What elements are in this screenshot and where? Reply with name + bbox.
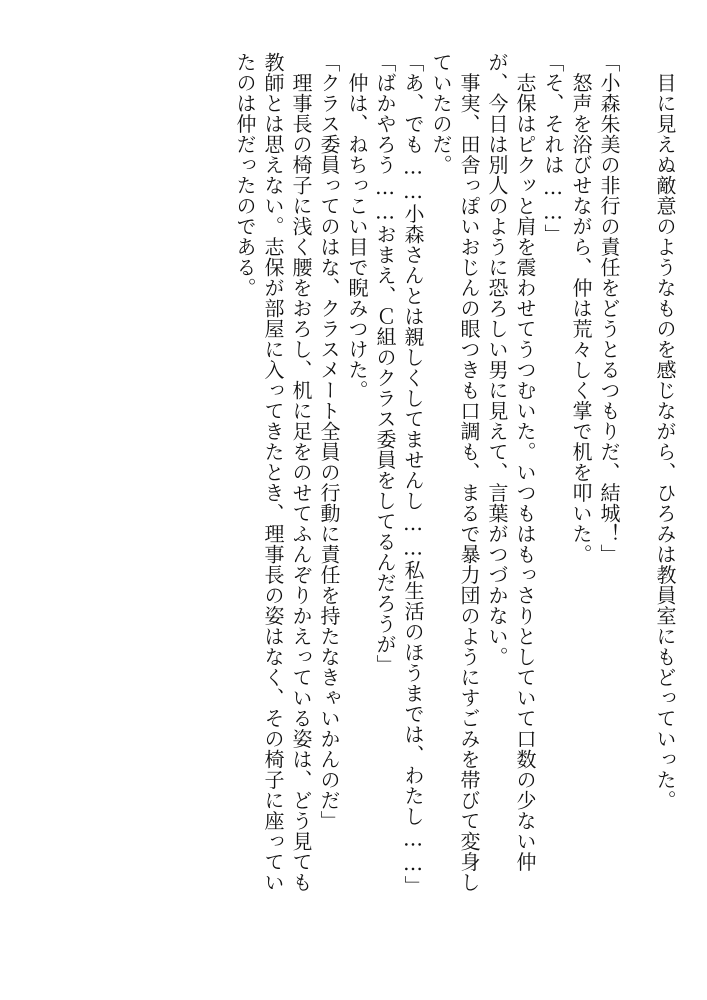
text-line: 仲は、ねちっこい目で睨みつけた。: [345, 52, 369, 401]
vertical-text-body: [231, 52, 679, 982]
text-line: 怒声を浴びせながら、仲は荒々しく掌で机を叩いた。: [569, 52, 593, 565]
text-line: が、今日は別人のように恐ろしい男に見えて、言葉がつづかない。: [485, 52, 509, 667]
text-line: 「小森朱美の非行の責任をどうとるつもりだ、結城！」: [597, 52, 621, 565]
text-line: 志保はピクッと肩を震わせてうつむいた。いつもはもっさりとしていて口数の少ない仲: [513, 52, 537, 872]
text-line: 事実、田舎っぽいおじんの眼つきも口調も、まるで暴力団のようにすごみを帯びて変身し: [457, 52, 481, 893]
text-line: 「あ、でも……小森さんとは親しくしてませんし……私生活のほうまでは、わたし……」: [401, 52, 425, 896]
text-line: 「クラス委員ってのはな、クラスメート全員の行動に責任を持たなきゃいかんのだ」: [317, 52, 341, 831]
text-line: 教師とは思えない。志保が部屋に入ってきたとき、理事長の姿はなく、その椅子に座ってい: [261, 52, 285, 893]
text-line: 「そ、それは……」: [541, 52, 565, 245]
text-line: 理事長の椅子に浅く腰をおろし、机に足をのせてふんぞりかえっている姿は、どう見ても: [289, 52, 313, 893]
text-line: ていたのだ。: [429, 52, 453, 175]
text-line: 「ばかやろう……おまえ、Ｃ組のクラス委員をしてるんだろうが」: [373, 52, 397, 675]
text-line: 目に見えぬ敵意のようなものを感じながら、ひろみは教員室にもどっていった。: [653, 52, 677, 811]
blank-line: [623, 52, 651, 982]
text-line: たのは仲だったのである。: [233, 52, 257, 298]
